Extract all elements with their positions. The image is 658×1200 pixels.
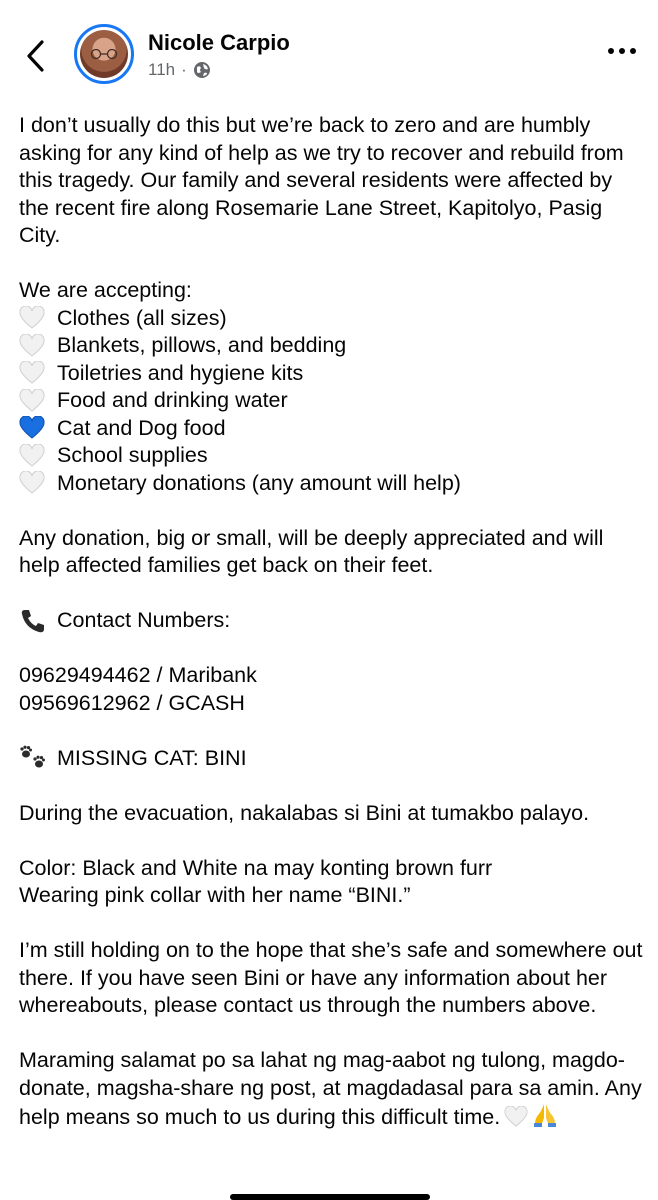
globe-icon: [193, 61, 211, 79]
profile-photo: [80, 30, 128, 78]
blue-heart-icon: [19, 416, 49, 440]
evacuation-text: During the evacuation, nakalabas si Bini at tumakbo palayo.: [19, 800, 590, 825]
more-options-button[interactable]: [608, 48, 636, 54]
white-heart-icon: [19, 334, 49, 358]
white-heart-icon: [19, 389, 49, 413]
post-header: [0, 0, 658, 110]
cat-collar-text: Wearing pink collar with her name “BINI.”: [19, 883, 411, 907]
white-heart-icon: [19, 444, 49, 468]
author-name[interactable]: Nicole Carpio: [148, 30, 290, 55]
white-heart-icon: [19, 306, 49, 330]
avatar[interactable]: [74, 24, 134, 84]
dot-separator: ·: [181, 60, 187, 79]
post-intro: I don’t usually do this but we’re back to zero and are humbly asking for any kind of help as we try to recover and rebuild from this tragedy. Our family and several residents were affected by the recent fire along Rosemarie Lane Street, Kapitolyo, Pasig City.: [19, 113, 624, 247]
home-indicator: [230, 1194, 430, 1200]
missing-heading: MISSING CAT: BINI: [19, 745, 644, 773]
accepting-heading: We are accepting:: [19, 278, 192, 302]
folded-hands-icon: [532, 1102, 558, 1136]
chevron-left-icon[interactable]: [22, 38, 52, 74]
list-item: Blankets, pillows, and bedding: [19, 332, 644, 360]
white-heart-icon: [504, 1106, 528, 1136]
telephone-icon: [19, 608, 49, 634]
contact-heading: Contact Numbers:: [19, 607, 644, 635]
contact-number[interactable]: 09569612962 / GCASH: [19, 690, 245, 715]
cat-color-text: Color: Black and White na may konting brown furr: [19, 855, 493, 880]
white-heart-icon: [19, 361, 49, 385]
paw-prints-icon: [19, 745, 49, 771]
list-item: School supplies: [19, 442, 644, 470]
hope-text: I’m still holding on to the hope that she’s safe and somewhere out there. If you have seen Bini or have any information about her whereabouts, please contact us through the numbers above.: [19, 938, 643, 1017]
list-item: Food and drinking water: [19, 387, 644, 415]
thanks-text: Maraming salamat po sa lahat ng mag-aabot ng tulong, magdo-donate, magsha-share ng post, at magdadasal para sa amin. Any help means so much to us during this difficult time.: [19, 1047, 644, 1136]
list-item: Clothes (all sizes): [19, 305, 644, 333]
post-body: [19, 112, 644, 1136]
white-heart-icon: [19, 471, 49, 495]
list-item: Monetary donations (any amount will help): [19, 470, 644, 498]
post-meta: [148, 60, 211, 80]
more-horizontal-icon: [608, 48, 614, 54]
appreciation-text: Any donation, big or small, will be deeply appreciated and will help affected families get back on their feet.: [19, 525, 604, 577]
list-item: Toiletries and hygiene kits: [19, 360, 644, 388]
post-timestamp[interactable]: 11h: [148, 60, 176, 79]
list-item: Cat and Dog food: [19, 415, 644, 443]
contact-number[interactable]: 09629494462 / Maribank: [19, 663, 257, 687]
